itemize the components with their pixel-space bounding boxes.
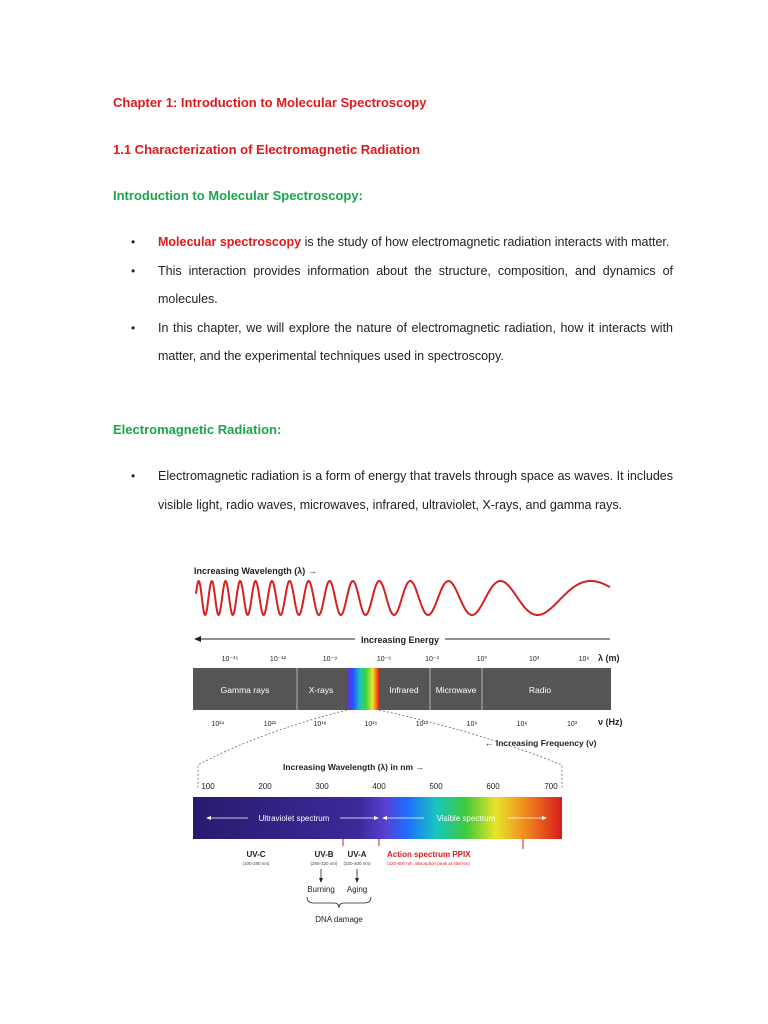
action-spectrum-label: Action spectrum PPIX: [387, 850, 471, 859]
bullet-icon: •: [131, 469, 136, 483]
lambda-tick: 10⁻¹²: [269, 656, 287, 663]
list-item: [113, 228, 673, 257]
em-bullet-list: [113, 462, 673, 519]
bullet-text: Electromagnetic radiation is a form of energy that travels through space as waves. It includes visible light, radio waves, microwaves, infrared, ultraviolet, X-rays, and gamma rays.: [158, 469, 673, 512]
intro-heading: Introduction to Molecular Spectroscopy:: [113, 188, 363, 203]
nm-tick: 100: [201, 782, 215, 791]
section-title: 1.1 Characterization of Electromagnetic Radiation: [113, 142, 421, 157]
visible-spectrum-label: Visible spectrum: [436, 814, 496, 823]
bullet-icon: •: [131, 263, 136, 278]
lambda-tick: 10⁰: [476, 656, 488, 663]
dna-damage-label: DNA damage: [315, 915, 363, 924]
frequency-tick: 10⁶: [516, 721, 528, 728]
frequency-tick: 10²⁴: [211, 721, 225, 728]
em-spectrum-figure: [190, 560, 630, 930]
bullet-text: is the study of how electromagnetic radiation interacts with matter.: [301, 235, 670, 249]
frequency-tick: 10⁹: [466, 721, 478, 728]
frequency-tick-labels: [211, 721, 577, 728]
nm-tick: 700: [544, 782, 558, 791]
bullet-text: In this chapter, we will explore the nature of electromagnetic radiation, how it interacts with matter, and the experimental techniques used in spectroscopy.: [158, 320, 673, 363]
bullet-icon: •: [131, 320, 136, 335]
list-item: [113, 257, 673, 314]
keyword: Molecular spectroscopy: [158, 235, 302, 249]
wave-line: [196, 581, 610, 615]
nm-tick: 500: [429, 782, 443, 791]
bullet-text: This interaction provides information about the structure, composition, and dynamics of molecules.: [158, 263, 673, 306]
lambda-tick: 10⁻⁹: [322, 656, 338, 663]
chapter-title: Chapter 1: Introduction to Molecular Spectroscopy: [113, 95, 427, 110]
lambda-tick: 10⁻⁶: [376, 656, 392, 663]
band-xrays: X-rays: [308, 685, 334, 695]
lambda-tick: 10⁻³: [425, 656, 439, 663]
lambda-tick: 10³: [528, 656, 540, 663]
list-item: [113, 314, 673, 371]
nm-tick-labels: [201, 782, 558, 791]
uvb-label: UV-B: [314, 850, 334, 859]
wavelength-label: Increasing Wavelength (λ) →: [194, 566, 317, 576]
uvc-range: (100-280 nm): [242, 861, 270, 866]
frequency-tick: 10¹⁸: [313, 721, 327, 728]
lambda-tick-labels: [222, 655, 590, 663]
frequency-tick: 10¹⁵: [364, 721, 378, 728]
energy-label: Increasing Energy: [360, 635, 440, 645]
brace-icon: [307, 897, 371, 908]
arrow-head-icon: [355, 878, 359, 883]
uva-range: (320-400 nm): [343, 861, 371, 866]
arrow-head-icon: [194, 636, 201, 642]
aging-label: Aging: [346, 885, 368, 894]
uvc-label: UV-C: [246, 850, 266, 859]
uvb-range: (280-320 nm): [310, 861, 338, 866]
visible-strip: [347, 668, 379, 710]
nm-tick: 600: [486, 782, 500, 791]
frequency-tick: 10³: [566, 721, 578, 728]
freq-axis-label: ν (Hz): [598, 717, 623, 727]
nm-tick: 400: [372, 782, 386, 791]
arrow-head-icon: [319, 878, 323, 883]
frequency-label: ← Increasing Frequency (ν): [485, 738, 597, 748]
band-radio: Radio: [528, 685, 552, 695]
band-microwave: Microwave: [435, 685, 477, 695]
burning-label: Burning: [307, 885, 335, 894]
uv-spectrum-label: Ultraviolet spectrum: [258, 814, 330, 823]
nm-label: Increasing Wavelength (λ) in nm →: [283, 762, 424, 772]
nm-tick: 200: [258, 782, 272, 791]
nm-tick: 300: [315, 782, 329, 791]
lambda-tick: 10⁻¹⁵: [221, 656, 239, 663]
action-spectrum-range: (320-800 nm, absorption peak at 408 nm): [387, 861, 470, 866]
bullet-icon: •: [131, 235, 136, 249]
lambda-axis-label: λ (m): [598, 653, 620, 663]
uva-label: UV-A: [347, 850, 367, 859]
lambda-tick: 10⁶: [578, 656, 590, 663]
frequency-tick: 10²¹: [263, 721, 277, 728]
frequency-tick: 10¹²: [415, 721, 429, 728]
band-infrared: Infrared: [389, 685, 419, 695]
list-item: [113, 462, 673, 519]
band-gamma: Gamma rays: [220, 685, 270, 695]
em-heading: Electromagnetic Radiation:: [113, 422, 282, 437]
intro-bullet-list: [113, 228, 673, 371]
